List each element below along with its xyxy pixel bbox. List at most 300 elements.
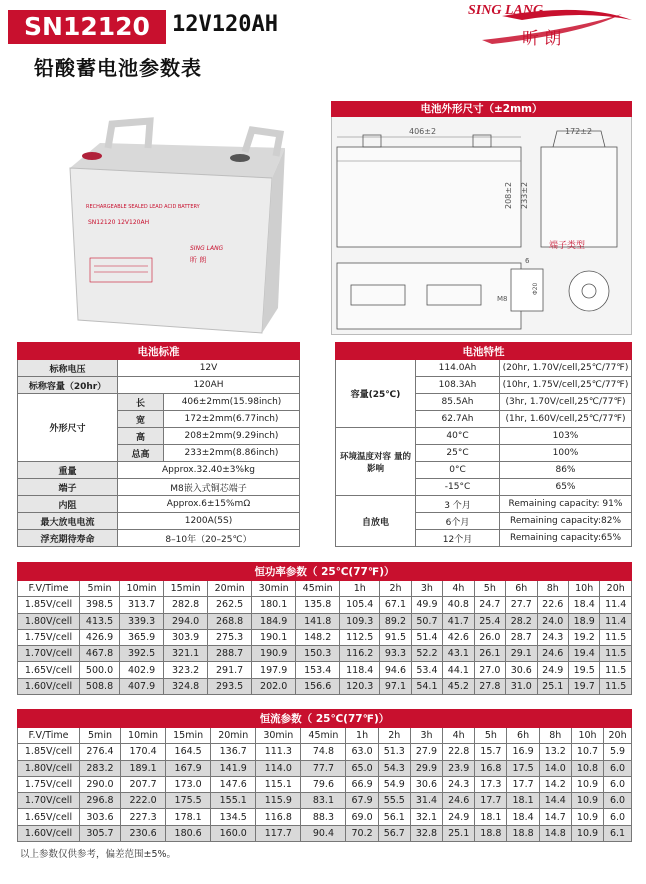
current-cell: 10.9 <box>571 825 603 841</box>
self-discharge-period: 12个月 <box>416 530 500 547</box>
power-cell: 294.0 <box>164 613 208 629</box>
logo-text-en: SING LANG <box>468 3 544 18</box>
power-cell: 19.5 <box>568 662 599 678</box>
current-cell: 14.7 <box>539 809 571 825</box>
terminal-top-view <box>569 271 609 311</box>
capacity-value: 114.0Ah <box>416 360 500 377</box>
current-cell: 111.3 <box>256 744 301 760</box>
spec-value: 8–10年（20–25℃） <box>118 530 300 547</box>
current-column-header: 45min <box>301 728 346 744</box>
current-cell: 160.0 <box>211 825 256 841</box>
power-row-label: 1.75V/cell <box>18 629 80 645</box>
power-cell: 118.4 <box>340 662 380 678</box>
current-cell: 74.8 <box>301 744 346 760</box>
current-cell: 10.7 <box>571 744 603 760</box>
power-cell: 148.2 <box>296 629 340 645</box>
current-cell: 6.0 <box>604 793 632 809</box>
logo-text-cn: 昕 朗 <box>522 29 562 49</box>
temp-percent: 65% <box>500 479 632 496</box>
current-cell: 63.0 <box>346 744 378 760</box>
power-cell: 150.3 <box>296 646 340 662</box>
power-column-header: 5min <box>80 581 120 597</box>
power-cell: 25.4 <box>474 613 505 629</box>
current-cell: 30.6 <box>410 776 442 792</box>
current-cell: 6.0 <box>604 776 632 792</box>
dim-label: 长 <box>118 394 164 411</box>
spec-value: 1200A(5S) <box>118 513 300 530</box>
power-cell: 180.1 <box>252 597 296 613</box>
spec-dim-label: 外形尺寸 <box>18 394 118 462</box>
current-column-header: 6h <box>507 728 539 744</box>
power-cell: 109.3 <box>340 613 380 629</box>
constant-power-table <box>17 562 632 695</box>
power-column-header: 2h <box>380 581 411 597</box>
current-cell: 56.7 <box>378 825 410 841</box>
power-cell: 45.2 <box>443 678 474 694</box>
constant-current-header-row <box>18 728 632 744</box>
power-row <box>18 646 632 662</box>
self-discharge-remaining: Remaining capacity:65% <box>500 530 632 547</box>
power-cell: 313.7 <box>120 597 164 613</box>
power-cell: 89.2 <box>380 613 411 629</box>
power-cell: 67.1 <box>380 597 411 613</box>
spec-value: Approx.6±15%mΩ <box>118 496 300 513</box>
spec-value: M8嵌入式铜芯端子 <box>118 479 300 496</box>
power-column-header: F.V/Time <box>18 581 80 597</box>
current-cell: 117.7 <box>256 825 301 841</box>
features-table <box>335 342 632 547</box>
power-cell: 40.8 <box>443 597 474 613</box>
power-cell: 28.2 <box>506 613 537 629</box>
power-cell: 153.4 <box>296 662 340 678</box>
power-cell: 190.1 <box>252 629 296 645</box>
self-discharge-remaining: Remaining capacity:82% <box>500 513 632 530</box>
current-cell: 227.3 <box>121 809 166 825</box>
current-cell: 27.9 <box>410 744 442 760</box>
current-cell: 66.9 <box>346 776 378 792</box>
current-cell: 14.2 <box>539 776 571 792</box>
dim-length: 406±2 <box>409 127 437 136</box>
capacity-cond: (1hr, 1.60V/cell,25℃/77℉) <box>500 411 632 428</box>
current-cell: 303.6 <box>80 809 121 825</box>
power-cell: 11.5 <box>600 678 632 694</box>
power-cell: 94.6 <box>380 662 411 678</box>
temp-percent: 86% <box>500 462 632 479</box>
current-cell: 178.1 <box>166 809 211 825</box>
power-row-label: 1.85V/cell <box>18 597 80 613</box>
current-cell: 6.0 <box>604 809 632 825</box>
front-view <box>337 147 521 247</box>
power-cell: 293.5 <box>208 678 252 694</box>
power-cell: 51.4 <box>411 629 442 645</box>
power-column-header: 20min <box>208 581 252 597</box>
current-column-header: 15min <box>166 728 211 744</box>
power-row <box>18 629 632 645</box>
dim-height1: 208±2 <box>504 181 513 209</box>
capacity-value: 85.5Ah <box>416 394 500 411</box>
current-column-header: 20min <box>211 728 256 744</box>
current-cell: 230.6 <box>121 825 166 841</box>
current-cell: 79.6 <box>301 776 346 792</box>
power-cell: 324.8 <box>164 678 208 694</box>
temp-value: 0°C <box>416 462 500 479</box>
power-cell: 184.9 <box>252 613 296 629</box>
power-cell: 24.0 <box>537 613 568 629</box>
power-row-label: 1.60V/cell <box>18 678 80 694</box>
power-column-header: 8h <box>537 581 568 597</box>
current-cell: 147.6 <box>211 776 256 792</box>
temp-percent: 100% <box>500 445 632 462</box>
power-cell: 28.7 <box>506 629 537 645</box>
power-cell: 407.9 <box>120 678 164 694</box>
self-discharge-remaining: Remaining capacity: 91% <box>500 496 632 513</box>
spec-value: 120AH <box>118 377 300 394</box>
power-cell: 43.1 <box>443 646 474 662</box>
power-cell: 398.5 <box>80 597 120 613</box>
terminal-dim-dia: Φ20 <box>532 282 539 295</box>
current-cell: 175.5 <box>166 793 211 809</box>
power-cell: 26.1 <box>474 646 505 662</box>
self-discharge-label: 自放电 <box>336 496 416 547</box>
terminal-dim-w: 6 <box>525 257 530 265</box>
power-cell: 288.7 <box>208 646 252 662</box>
dim-value: 233±2mm(8.86inch) <box>164 445 300 462</box>
capacity-label: 容量(25℃) <box>336 360 416 428</box>
power-cell: 53.4 <box>411 662 442 678</box>
current-column-header: 10min <box>121 728 166 744</box>
current-cell: 170.4 <box>121 744 166 760</box>
current-row <box>18 744 632 760</box>
current-column-header: 2h <box>378 728 410 744</box>
current-cell: 18.8 <box>475 825 507 841</box>
power-column-header: 15min <box>164 581 208 597</box>
terminal-dim-bolt: M8 <box>497 295 508 303</box>
current-cell: 24.6 <box>443 793 475 809</box>
current-cell: 290.0 <box>80 776 121 792</box>
power-cell: 268.8 <box>208 613 252 629</box>
current-cell: 283.2 <box>80 760 121 776</box>
current-cell: 116.8 <box>256 809 301 825</box>
current-cell: 155.1 <box>211 793 256 809</box>
current-cell: 14.0 <box>539 760 571 776</box>
current-cell: 51.3 <box>378 744 410 760</box>
power-cell: 190.9 <box>252 646 296 662</box>
power-cell: 262.5 <box>208 597 252 613</box>
power-cell: 27.0 <box>474 662 505 678</box>
power-cell: 105.4 <box>340 597 380 613</box>
power-cell: 27.8 <box>474 678 505 694</box>
power-cell: 30.6 <box>506 662 537 678</box>
capacity-value: 62.7Ah <box>416 411 500 428</box>
power-cell: 24.7 <box>474 597 505 613</box>
current-cell: 222.0 <box>121 793 166 809</box>
power-cell: 339.3 <box>120 613 164 629</box>
current-row-label: 1.75V/cell <box>18 776 80 792</box>
current-cell: 29.9 <box>410 760 442 776</box>
spec-label: 最大放电电流 <box>18 513 118 530</box>
current-cell: 134.5 <box>211 809 256 825</box>
spec-label: 内阻 <box>18 496 118 513</box>
power-column-header: 1h <box>340 581 380 597</box>
power-cell: 91.5 <box>380 629 411 645</box>
current-cell: 67.9 <box>346 793 378 809</box>
current-cell: 6.1 <box>604 825 632 841</box>
current-cell: 136.7 <box>211 744 256 760</box>
brand-logo <box>462 0 638 50</box>
current-cell: 65.0 <box>346 760 378 776</box>
power-cell: 24.9 <box>537 662 568 678</box>
power-cell: 25.1 <box>537 678 568 694</box>
current-row-label: 1.85V/cell <box>18 744 80 760</box>
power-column-header: 10h <box>568 581 599 597</box>
power-cell: 467.8 <box>80 646 120 662</box>
spec-label: 浮充期待寿命 <box>18 530 118 547</box>
current-cell: 56.1 <box>378 809 410 825</box>
power-cell: 24.6 <box>537 646 568 662</box>
current-cell: 10.8 <box>571 760 603 776</box>
power-row-label: 1.65V/cell <box>18 662 80 678</box>
current-cell: 17.7 <box>507 776 539 792</box>
current-cell: 23.9 <box>443 760 475 776</box>
current-cell: 18.8 <box>507 825 539 841</box>
dim-height2: 233±2 <box>520 181 529 209</box>
power-cell: 18.4 <box>568 597 599 613</box>
power-row-label: 1.70V/cell <box>18 646 80 662</box>
current-cell: 31.4 <box>410 793 442 809</box>
power-row <box>18 678 632 694</box>
current-cell: 24.3 <box>443 776 475 792</box>
current-cell: 17.5 <box>507 760 539 776</box>
current-row-label: 1.80V/cell <box>18 760 80 776</box>
current-column-header: 5h <box>475 728 507 744</box>
spec-label: 重量 <box>18 462 118 479</box>
temp-label: 环境温度对容 量的影响 <box>336 428 416 496</box>
power-cell: 321.1 <box>164 646 208 662</box>
power-cell: 24.3 <box>537 629 568 645</box>
battery-photo <box>40 108 310 338</box>
current-cell: 164.5 <box>166 744 211 760</box>
current-cell: 17.3 <box>475 776 507 792</box>
page-title: 铅酸蓄电池参数表 <box>34 56 202 80</box>
current-cell: 55.5 <box>378 793 410 809</box>
power-cell: 291.7 <box>208 662 252 678</box>
power-cell: 365.9 <box>120 629 164 645</box>
current-cell: 17.7 <box>475 793 507 809</box>
current-column-header: 30min <box>256 728 301 744</box>
spec-table <box>17 342 300 547</box>
current-cell: 167.9 <box>166 760 211 776</box>
power-column-header: 3h <box>411 581 442 597</box>
current-cell: 296.8 <box>80 793 121 809</box>
power-cell: 392.5 <box>120 646 164 662</box>
power-cell: 202.0 <box>252 678 296 694</box>
power-column-header: 20h <box>600 581 632 597</box>
current-cell: 83.1 <box>301 793 346 809</box>
side-view <box>541 147 617 247</box>
power-cell: 426.9 <box>80 629 120 645</box>
current-column-header: 5min <box>80 728 121 744</box>
current-row <box>18 776 632 792</box>
current-column-header: 20h <box>604 728 632 744</box>
current-column-header: F.V/Time <box>18 728 80 744</box>
power-cell: 19.4 <box>568 646 599 662</box>
power-cell: 323.2 <box>164 662 208 678</box>
current-cell: 114.0 <box>256 760 301 776</box>
temp-percent: 103% <box>500 428 632 445</box>
power-cell: 97.1 <box>380 678 411 694</box>
negative-terminal <box>230 154 250 162</box>
spec-value: 12V <box>118 360 300 377</box>
power-cell: 22.6 <box>537 597 568 613</box>
power-cell: 303.9 <box>164 629 208 645</box>
power-cell: 11.5 <box>600 646 632 662</box>
current-cell: 14.4 <box>539 793 571 809</box>
power-cell: 50.7 <box>411 613 442 629</box>
power-row <box>18 597 632 613</box>
current-cell: 15.7 <box>475 744 507 760</box>
battery-rating: 12V120AH <box>172 12 278 37</box>
spec-value: Approx.32.40±3%kg <box>118 462 300 479</box>
constant-current-title: 恒流参数（ 25℃(77℉)） <box>18 710 632 728</box>
power-cell: 31.0 <box>506 678 537 694</box>
current-cell: 6.0 <box>604 760 632 776</box>
model-badge: SN12120 <box>8 10 166 44</box>
capacity-cond: (20hr, 1.70V/cell,25℃/77℉) <box>500 360 632 377</box>
power-cell: 275.3 <box>208 629 252 645</box>
current-cell: 24.9 <box>443 809 475 825</box>
current-cell: 189.1 <box>121 760 166 776</box>
current-cell: 25.1 <box>443 825 475 841</box>
current-cell: 32.1 <box>410 809 442 825</box>
power-row <box>18 662 632 678</box>
power-cell: 135.8 <box>296 597 340 613</box>
power-cell: 93.3 <box>380 646 411 662</box>
power-column-header: 10min <box>120 581 164 597</box>
power-cell: 116.2 <box>340 646 380 662</box>
current-cell: 18.4 <box>507 809 539 825</box>
dim-value: 406±2mm(15.98inch) <box>164 394 300 411</box>
power-cell: 19.7 <box>568 678 599 694</box>
current-cell: 77.7 <box>301 760 346 776</box>
power-column-header: 30min <box>252 581 296 597</box>
current-cell: 32.8 <box>410 825 442 841</box>
power-cell: 508.8 <box>80 678 120 694</box>
spec-label: 标称电压 <box>18 360 118 377</box>
power-cell: 156.6 <box>296 678 340 694</box>
current-cell: 54.9 <box>378 776 410 792</box>
dim-width: 172±2 <box>565 127 593 136</box>
power-cell: 11.5 <box>600 629 632 645</box>
power-cell: 282.8 <box>164 597 208 613</box>
power-cell: 197.9 <box>252 662 296 678</box>
power-column-header: 6h <box>506 581 537 597</box>
power-cell: 11.4 <box>600 613 632 629</box>
dimension-drawing-title: 电池外形尺寸（±2mm） <box>331 101 632 117</box>
power-cell: 11.4 <box>600 597 632 613</box>
power-cell: 120.3 <box>340 678 380 694</box>
spec-label: 标称容量（20hr） <box>18 377 118 394</box>
photo-label-line1: RECHARGEABLE SEALED LEAD ACID BATTERY <box>86 204 200 210</box>
spec-title: 电池标准 <box>18 343 300 360</box>
current-cell: 180.6 <box>166 825 211 841</box>
constant-power-body <box>18 597 632 695</box>
power-cell: 27.7 <box>506 597 537 613</box>
current-column-header: 8h <box>539 728 571 744</box>
constant-current-table <box>17 709 632 842</box>
dim-value: 172±2mm(6.77inch) <box>164 411 300 428</box>
dim-value: 208±2mm(9.29inch) <box>164 428 300 445</box>
photo-brand-cn: 昕 朗 <box>190 256 207 264</box>
current-cell: 276.4 <box>80 744 121 760</box>
power-cell: 500.0 <box>80 662 120 678</box>
current-column-header: 1h <box>346 728 378 744</box>
current-cell: 10.9 <box>571 809 603 825</box>
power-cell: 141.8 <box>296 613 340 629</box>
current-column-header: 10h <box>571 728 603 744</box>
power-cell: 19.2 <box>568 629 599 645</box>
dim-label: 总高 <box>118 445 164 462</box>
current-cell: 90.4 <box>301 825 346 841</box>
current-cell: 305.7 <box>80 825 121 841</box>
battery-front <box>70 168 272 333</box>
power-cell: 18.9 <box>568 613 599 629</box>
current-cell: 207.7 <box>121 776 166 792</box>
temp-value: 40°C <box>416 428 500 445</box>
terminal-type-title: 端子类型 <box>549 241 586 251</box>
current-cell: 10.9 <box>571 776 603 792</box>
constant-current-body <box>18 744 632 842</box>
constant-power-title: 恒功率参数（ 25℃(77℉)） <box>18 563 632 581</box>
current-cell: 88.3 <box>301 809 346 825</box>
power-cell: 402.9 <box>120 662 164 678</box>
current-cell: 5.9 <box>604 744 632 760</box>
self-discharge-period: 3 个月 <box>416 496 500 513</box>
power-cell: 54.1 <box>411 678 442 694</box>
dimension-drawing <box>331 117 632 335</box>
footnote: 以上参数仅供参考，偏差范围±5%。 <box>20 849 177 860</box>
current-cell: 16.8 <box>475 760 507 776</box>
current-cell: 18.1 <box>507 793 539 809</box>
current-column-header: 3h <box>410 728 442 744</box>
capacity-value: 108.3Ah <box>416 377 500 394</box>
power-cell: 11.5 <box>600 662 632 678</box>
capacity-cond: (10hr, 1.75V/cell,25℃/77℉) <box>500 377 632 394</box>
power-cell: 112.5 <box>340 629 380 645</box>
current-column-header: 4h <box>443 728 475 744</box>
power-cell: 26.0 <box>474 629 505 645</box>
current-cell: 18.1 <box>475 809 507 825</box>
power-cell: 29.1 <box>506 646 537 662</box>
spec-label: 端子 <box>18 479 118 496</box>
current-cell: 115.9 <box>256 793 301 809</box>
current-row <box>18 825 632 841</box>
current-row-label: 1.65V/cell <box>18 809 80 825</box>
current-row-label: 1.60V/cell <box>18 825 80 841</box>
power-cell: 49.9 <box>411 597 442 613</box>
current-cell: 22.8 <box>443 744 475 760</box>
current-cell: 14.8 <box>539 825 571 841</box>
constant-power-header-row <box>18 581 632 597</box>
power-cell: 44.1 <box>443 662 474 678</box>
current-cell: 173.0 <box>166 776 211 792</box>
temp-value: -15°C <box>416 479 500 496</box>
power-column-header: 4h <box>443 581 474 597</box>
current-row-label: 1.70V/cell <box>18 793 80 809</box>
current-row <box>18 809 632 825</box>
self-discharge-period: 6个月 <box>416 513 500 530</box>
top-view <box>337 263 521 329</box>
positive-terminal <box>82 152 102 160</box>
